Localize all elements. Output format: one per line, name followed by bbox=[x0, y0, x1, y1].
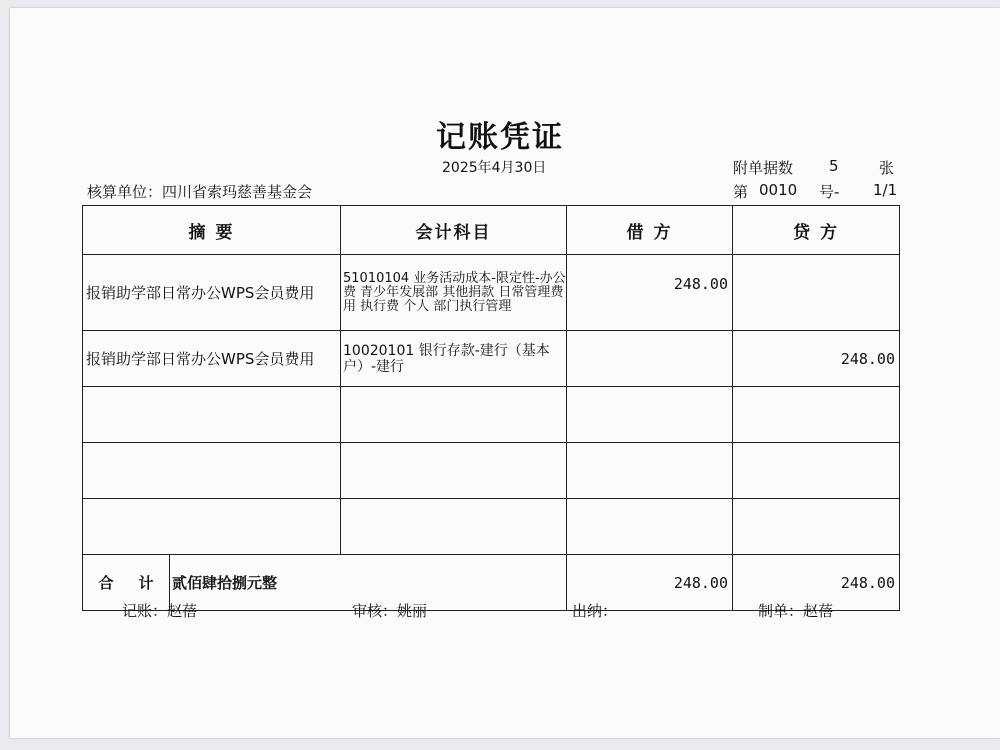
bookkeeper-signature: 记账：赵蓓 bbox=[122, 602, 198, 620]
total-label-2: 计 bbox=[138, 574, 154, 592]
reviewer-signature: 审核：姚丽 bbox=[352, 602, 428, 620]
row-debit bbox=[567, 387, 733, 443]
accounting-unit-label: 核算单位： bbox=[87, 183, 163, 201]
row-summary bbox=[83, 387, 341, 443]
voucher-date: 2025年4月30日 bbox=[442, 160, 547, 176]
table-row bbox=[83, 331, 900, 387]
row-credit bbox=[733, 443, 900, 499]
column-account: 会计科目 bbox=[341, 206, 567, 255]
total-amount-words: 贰佰肆拾捌元整 bbox=[172, 574, 278, 592]
row-debit: 248.00 bbox=[567, 255, 733, 331]
row-account bbox=[341, 443, 567, 499]
preparer-signature: 制单：赵蓓 bbox=[758, 602, 834, 620]
table-header-row bbox=[83, 206, 900, 255]
voucher-page: 1/1 bbox=[873, 181, 898, 199]
total-debit: 248.00 bbox=[567, 555, 733, 611]
voucher-number-prefix: 第 bbox=[733, 183, 749, 201]
row-account: 51010104 业务活动成本-限定性-办公费 青少年发展部 其他捐款 日常管理费用 执行费 个人 部门执行管理 bbox=[341, 255, 567, 331]
voucher-number-suffix: 号- bbox=[819, 183, 840, 201]
accounting-unit-value: 四川省索玛慈善基金会 bbox=[162, 183, 313, 201]
table-row bbox=[83, 387, 900, 443]
column-summary: 摘 要 bbox=[83, 206, 341, 255]
table-row bbox=[83, 499, 900, 555]
voucher-title: 记账凭证 bbox=[436, 120, 564, 155]
column-debit: 借 方 bbox=[567, 206, 733, 255]
column-credit: 贷 方 bbox=[733, 206, 900, 255]
voucher-table bbox=[82, 205, 900, 611]
row-account: 10020101 银行存款-建行（基本户）-建行 bbox=[341, 331, 567, 387]
cashier-signature: 出纳： bbox=[572, 602, 618, 620]
row-credit: 248.00 bbox=[733, 331, 900, 387]
row-credit bbox=[733, 255, 900, 331]
row-account bbox=[341, 499, 567, 555]
voucher-number-value: 0010 bbox=[759, 181, 798, 199]
row-debit bbox=[567, 331, 733, 387]
row-account bbox=[341, 387, 567, 443]
row-credit bbox=[733, 387, 900, 443]
attachment-unit: 张 bbox=[879, 159, 895, 177]
total-label-1: 合 bbox=[98, 574, 114, 592]
attachment-number: 5 bbox=[829, 157, 839, 175]
row-summary bbox=[83, 443, 341, 499]
row-summary: 报销助学部日常办公WPS会员费用 bbox=[83, 255, 341, 331]
attachment-label: 附单据数 bbox=[733, 159, 794, 177]
row-summary: 报销助学部日常办公WPS会员费用 bbox=[83, 331, 341, 387]
total-credit: 248.00 bbox=[733, 555, 900, 611]
row-debit bbox=[567, 443, 733, 499]
row-summary bbox=[83, 499, 341, 555]
table-row bbox=[83, 443, 900, 499]
table-row bbox=[83, 255, 900, 331]
accounting-unit bbox=[87, 181, 312, 202]
row-credit bbox=[733, 499, 900, 555]
attachment-count bbox=[733, 157, 895, 178]
row-debit bbox=[567, 499, 733, 555]
